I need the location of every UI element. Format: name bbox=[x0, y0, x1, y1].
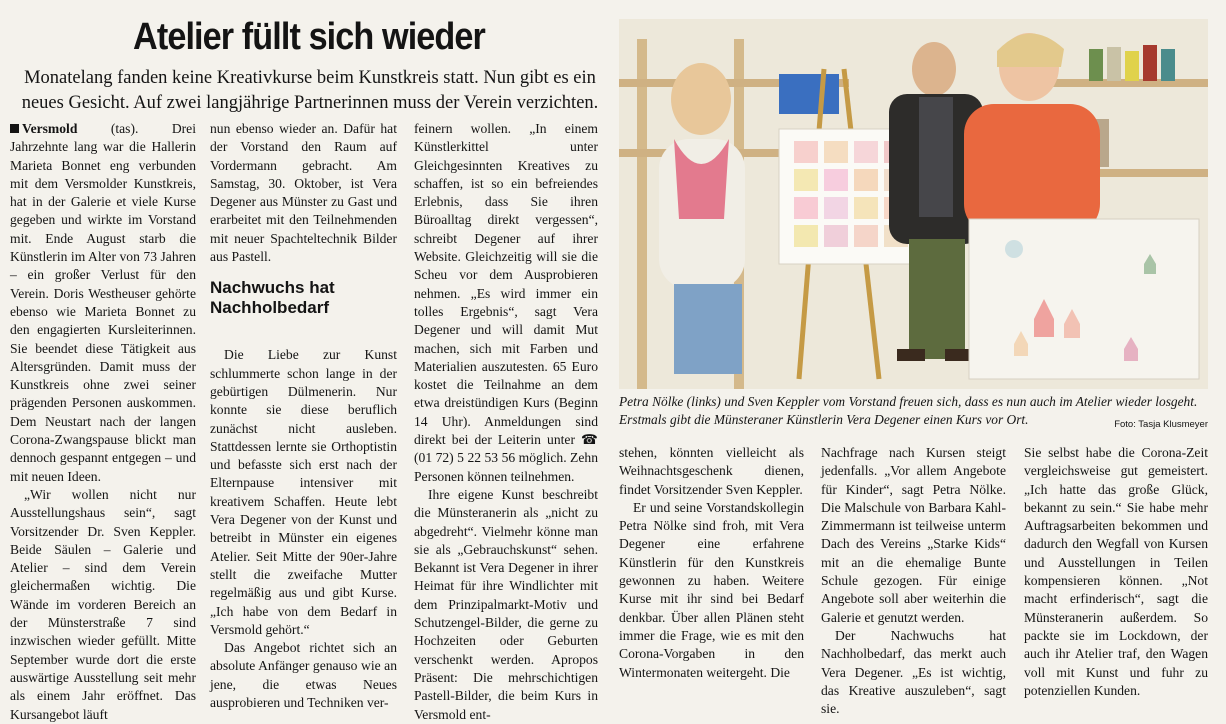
column-1 bbox=[10, 120, 196, 722]
paragraph: Nachfrage nach Kursen steigt jedenfalls. „Vor allem Angebote für Kinder“, sagt Petra Nölke. Die Malschule von Barbara Kahl-Zimmermann ist teilweise unterm Dach des Vereins „Starke Kids“ mit an die ehemalige Bunte Schule gezogen. Für einige Angebote soll aber weiterhin die Galerie et genutzt werden. bbox=[821, 445, 1006, 625]
paragraph: Das Angebot richtet sich an absolute Anfänger genauso wie an jene, die etwas Neues ausprobieren und Techniken ver- bbox=[210, 640, 397, 711]
paragraph: „Wir wollen nicht nur Ausstellungshaus sein“, sagt Vorsitzender Dr. Sven Keppler. Beide Säulen – Galerie und Atelier – sind dem Verein gleichermaßen wichtig. Die Wände im vorderen Bereich an der Münsterstraße 7 sind inzwischen wieder gefüllt. Mitte September wurde dort die erste auswärtige Ausstellung seit mehr als einem Jahr eröffnet. Das Kursangebot läuft bbox=[10, 486, 196, 722]
paragraph: Ihre eigene Kunst beschreibt die Münsteranerin als „nicht zu abgedreht“. Vielmehr könne man sie als „Gebrauchskunst“ sehen. Bekannt ist Vera Degener in ihrer Heimat für ihre Windlichter mit dem Prinzipalmarkt-Motiv und Schutzengel-Bilder, die gerne zu Hochzeiten oder Geburten verschenkt werden. Apropos Präsent: Die mehrschichtigen Pastell-Bilder, die beim Kurs in Versmold ent- bbox=[414, 486, 598, 722]
photo-credit: Foto: Tasja Klusmeyer bbox=[1114, 418, 1208, 430]
paragraph: nun ebenso wieder an. Dafür hat der Vorstand den Raum auf Vordermann gebracht. Am Samstag, 30. Oktober, ist Vera Degener aus Münster zu Gast und erarbeitet mit den Teilnehmenden mit neuer Spachteltechnik Bilder aus Pastell. bbox=[210, 121, 397, 265]
subheadline: Monatelang fanden keine Kreativkurse beim Kunstkreis statt. Nun gibt es ein neues Gesicht. Auf zwei langjährige Partnerinnen muss der Verein verzichten. bbox=[21, 68, 599, 113]
column-6 bbox=[1024, 444, 1208, 699]
photo-caption: Petra Nölke (links) und Sven Keppler vom Vorstand freuen sich, dass es nun auch im Atelier wieder losgeht. Erstmals gibt die Münsteraner Künstlerin Vera Degener einen Kurs vor Ort. Foto: Tasja Klusmeyer bbox=[619, 393, 1208, 433]
article-photo bbox=[619, 19, 1208, 389]
headline: Atelier füllt sich wieder bbox=[133, 16, 485, 58]
square-bullet-icon bbox=[10, 124, 19, 133]
column-4 bbox=[619, 444, 804, 699]
column-3 bbox=[414, 120, 598, 722]
paragraph: stehen, könnten vielleicht als Weihnachtsgeschenk dienen, findet Vorsitzender Sven Keppler. bbox=[619, 445, 804, 497]
paragraph: Der Nachwuchs hat Nachholbedarf, das merkt auch Vera Degener. „Es ist wichtig, das Kreative auszuleben“, sagt sie. bbox=[821, 627, 1006, 717]
paragraph: Sie selbst habe die Corona-Zeit vergleichsweise gut gemeistert. „Ich hatte das große Glück, bekannt zu sein.“ Sie habe mehr Auftragsarbeiten bekommen und dadurch den Wegfall von Kursen und Ausstellungen in Teilen kompensieren können. „Not macht erfinderisch“, sagt die Münsteranerin außerdem. So packte sie im Lockdown, der auch ihr Atelier traf, den Wagen voll mit Kunst und fuhr zu potenziellen Kunden. bbox=[1024, 445, 1208, 698]
dateline: Versmold bbox=[22, 121, 78, 136]
paragraph: Versmold (tas). Drei Jahrzehnte lang war die Hallerin Marieta Bonnet eng verbunden mit dem Versmolder Kunstkreis, hat in der Galerie et viele Kurse gegeben und wirkte im Vorstand mit. Ende August starb die Künstlerin im Alter von 73 Jahren – ein großer Verlust für den Verein. Doris Westheuser gehörte ebenso wie Marieta Bonnet zu den engagierten Kursleiterinnen. Sie beendet diese Tätigkeit aus Altersgründen. Damit muss der Kunstkreis ohne zwei seiner prägenden Personen auskommen. Dem Neustart nach der langen Corona-Zwangspause blickt man dennoch gespannt entgegen – und mit neuen Ideen. bbox=[10, 121, 196, 484]
paragraph: Er und seine Vorstandskollegin Petra Nölke sind froh, mit Vera Degener eine erfahrene Künstlerin für den Kunstkreis gewonnen zu haben. Weitere Kurse mit ihr sind bei Bedarf denkbar. Über allen Plänen steht immer die Frage, wie es mit den Corona-Vorgaben in den Wintermonaten weitergeht. Die bbox=[619, 499, 804, 680]
subheading: Nachwuchs hat Nachholbedarf bbox=[210, 278, 335, 318]
column-2 bbox=[210, 120, 397, 711]
paragraph: Die Liebe zur Kunst schlummerte schon lange in der gebürtigen Dülmenerin. Nur konnte sie diese beruflich zunächst nicht ausleben. Stattdessen lernte sie Orthoptistin und befasste sich erst nach der Elternpause intensiver mit kreativem Schaffen. Heute lebt Vera Degener von der Kunst und betreibt in Münster ein eigenes Atelier. Seit Mitte der 90er-Jahre stellt die zweifache Mutter regelmäßig aus und gibt Kurse. „Ich habe von dem Bedarf in Versmold gehört.“ bbox=[210, 347, 397, 637]
column-5 bbox=[821, 444, 1006, 717]
paragraph: feinern wollen. „In einem Künstlerkittel unter Gleichgesinnten Kreatives zu schaffen, ist so ein befreiendes Erlebnis, dass Sie ihren Büroalltag direkt vergessen“, schreibt Degener auf ihrer Website. Gleichzeitig will sie die Scheu vor dem Ausprobieren nehmen. „Es wird immer ein tolles Ergebnis“, sagt Vera Degener und will damit Mut machen, sich mit Farben und Materialien auszutesten. 65 Euro kostet die Teilnahme an dem etwa dreistündigen Kurs (Beginn 14 Uhr). Anmeldungen sind direkt bei der Leiterin unter ☎ (01 72) 5 22 53 56 möglich. Zehn Personen können teilnehmen. bbox=[414, 121, 598, 484]
